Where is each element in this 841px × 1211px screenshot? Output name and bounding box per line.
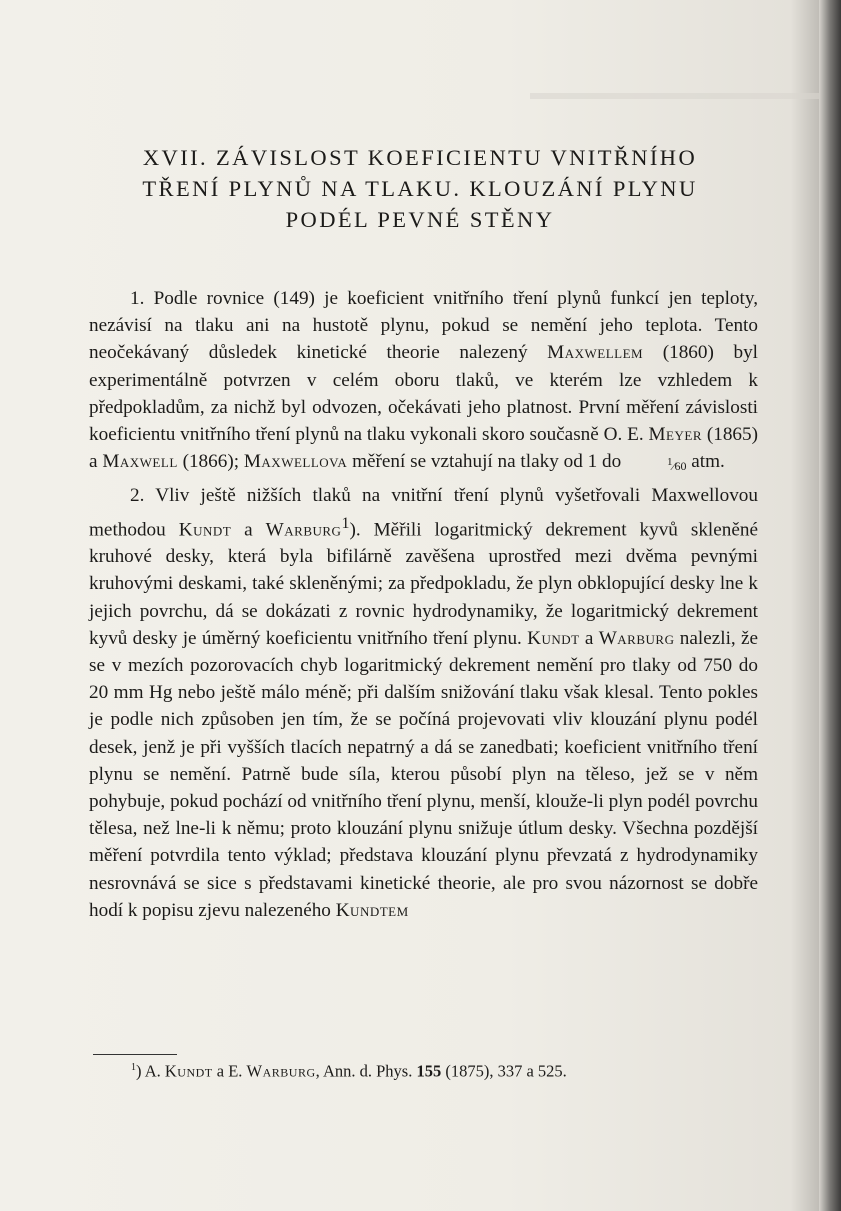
- footnote-volume: 155: [416, 1061, 442, 1081]
- footnote-text-1: ) A.: [136, 1061, 165, 1081]
- para1-text-6: atm.: [686, 451, 725, 473]
- chapter-title: [90, 142, 750, 235]
- fraction-denominator: 60: [674, 459, 687, 474]
- author-maxwell-2: Maxwell: [102, 451, 178, 473]
- para2-text-4: a: [579, 627, 599, 649]
- para2-text-5: nalezli, že se v mezích pozorovacích chyb logaritmický dekrement nemění pro tlaky od 750 do 20 mm Hg nebo ještě málo méně; při dalším snižování tlaku však klesal. Tento pokles je podle nich způsoben jen tím, že se počíná projevovati vliv klouzání plynu podél desek, jenž je při vyšších tlacích nepatrný a dá se zanedbati; koeficient vnitřního tření plynu se nemění. Patrně bude síla, kterou působí plyn na těleso, jež se v něm pohybuje, pokud pochází od vnitřního tření plynu, menší, klouže-li plyn podél povrchu tělesa, než lne-li k němu; proto klouzání plynu snižuje útlum desky. Všechna pozdější měření potvrdila tento výklad; představa klouzání plynu převzatá z hydrodynamiky nesrovnává se sice s představami kinetické theorie, ale pro svou názornost se dobře hodí k popisu zjevu nalezeného: [89, 627, 759, 921]
- author-warburg-2: Warburg: [598, 627, 675, 649]
- para1-text-2: (1860) byl experimentálně potvrzen v celém oboru tlaků, ve kterém lze vzhledem k předpokladům, za nichž byl odvozen, očekávati jeho platnost. První měření závislosti koeficientu vnitřního tření plynů na tlaku vykonali skoro současně O. E.: [89, 342, 758, 446]
- para2-text-1: 2. Vliv ještě nižších tlaků na vnitřní tření plynů vyšetřovali Maxwellovou methodou: [89, 485, 758, 541]
- author-warburg: Warburg: [265, 519, 342, 541]
- footnote-text-4: (1875), 337 a 525.: [441, 1061, 567, 1081]
- footnote-divider: [93, 1054, 177, 1055]
- page-edge-shadow: [819, 0, 841, 1211]
- fraction: $^1$⁄60: [666, 456, 687, 474]
- footnote-text-3: , Ann. d. Phys.: [315, 1061, 417, 1081]
- para1-text-3: (1865) a: [89, 424, 758, 473]
- footnote-reference: 1: [341, 514, 350, 532]
- fraction-numerator: 1: [666, 456, 673, 469]
- paragraph-1: [89, 285, 758, 480]
- chapter-title-line-2: TŘENÍ PLYNŮ NA TLAKU. KLOUZÁNÍ PLYNU: [142, 176, 698, 201]
- para1-text-5: měření se vztahují na tlaky od 1 do: [347, 451, 626, 473]
- bleed-through-header: [530, 93, 830, 99]
- author-maxwell: Maxwellem: [547, 342, 644, 364]
- author-kundt: Kundt: [178, 519, 232, 541]
- para1-text-4: (1866);: [177, 451, 244, 473]
- para1-text-1: 1. Podle rovnice (149) je koeficient vnitřního tření plynů funkcí jen teploty, nezávisí na tlaku ani na hustotě plynu, pokud se nemění jeho teplota. Tento neočekávaný důsledek kinetické theorie nalezený: [89, 288, 758, 364]
- author-kundtem: Kundtem: [335, 899, 409, 921]
- footnote-mark: 1: [131, 1062, 136, 1073]
- author-kundt-2: Kundt: [527, 627, 580, 649]
- footnote-text-2: a E.: [212, 1061, 247, 1081]
- paragraph-2: [89, 482, 758, 924]
- body-text: [89, 285, 758, 926]
- author-maxwellova: Maxwellova: [243, 451, 348, 473]
- para2-text-2: a: [231, 519, 266, 541]
- chapter-title-line-1: XVII. ZÁVISLOST KOEFICIENTU VNITŘNÍHO: [142, 145, 698, 170]
- author-meyer: Meyer: [648, 424, 702, 446]
- footnote-author-warburg: Warburg: [246, 1061, 316, 1081]
- chapter-title-line-3: PODÉL PEVNÉ STĚNY: [285, 207, 555, 232]
- footnote: [131, 1057, 751, 1083]
- footnote-author-kundt: Kundt: [164, 1061, 213, 1081]
- para2-text-3: ). Měřili logaritmický dekrement kyvů skleněné kruhové desky, která byla bifilárně zavěšena uprostřed mezi dvěma pevnými kruhovými deskami, také skleněnými; za předpokladu, že plyn obklopující desky lne k jejich povrchu, dá se dokázati z rovnic hydrodynamiky, že logaritmický dekrement kyvů desky je úměrný koeficientu vnitřního tření plynu.: [89, 519, 758, 649]
